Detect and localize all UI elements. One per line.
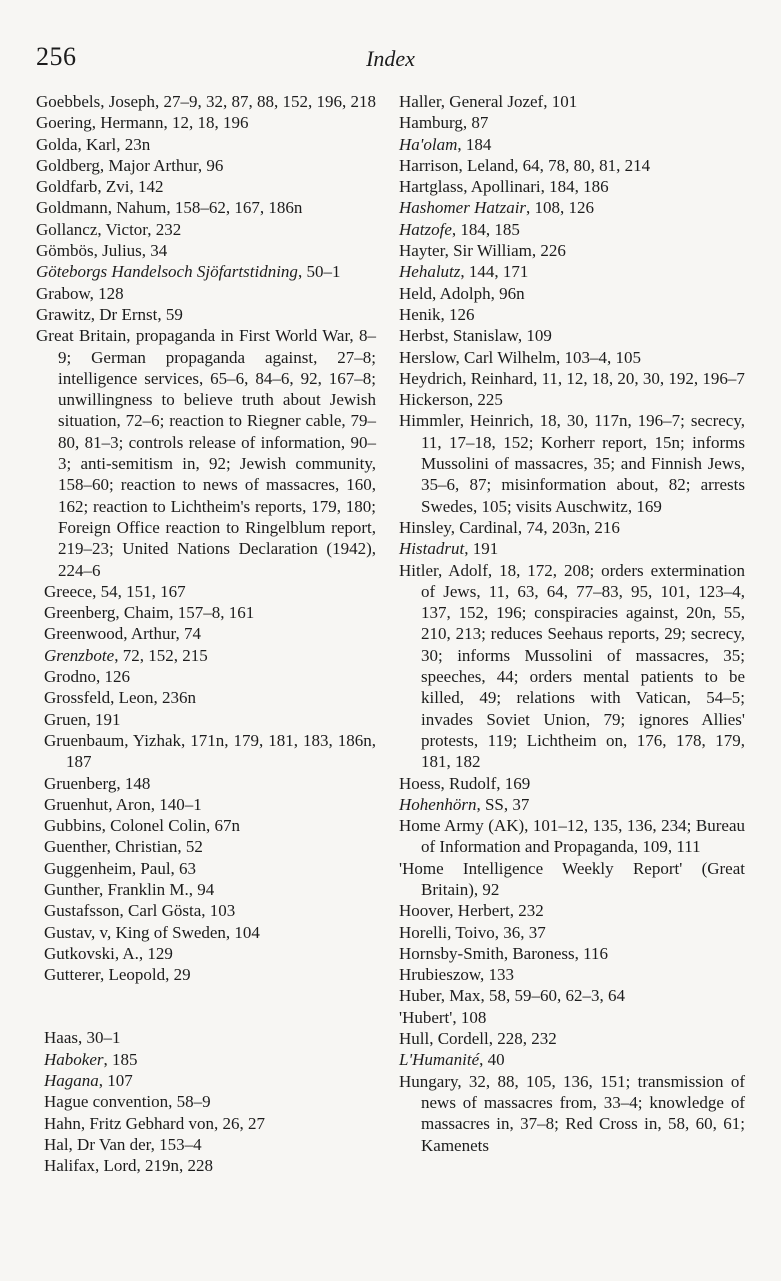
index-entry: Hague convention, 58–9 (44, 1092, 211, 1112)
index-entry: Greenberg, Chaim, 157–8, 161 (44, 603, 255, 623)
index-entry: Golda, Karl, 23n (36, 134, 151, 154)
index-entry: Hagana, 107 (44, 1071, 133, 1091)
index-entry: Hoover, Herbert, 232 (399, 901, 544, 921)
index-entry: Hinsley, Cardinal, 74, 203n, 216 (399, 517, 620, 537)
index-entry: Gubbins, Colonel Colin, 67n (44, 816, 240, 836)
index-entry: Hull, Cordell, 228, 232 (399, 1029, 557, 1049)
index-entry: Greenwood, Arthur, 74 (44, 624, 202, 644)
page-title: Index (366, 46, 415, 71)
index-entry: Hitler, Adolf, 18, 172, 208; orders extermination of Jews, 11, 63, 64, 77–83, 95, 101, 123–4, 137, 152, 196; conspiracies against, 20n, 55, 210, 213; reduces Seehaus reports, 29; secrecy, 30; informs Mussolini of massacres, 35; speeches, 44; orders mental patients to be killed, 49; relations with Vatican, 54–5; invades Soviet Union, 79; ignores Allies' protests, 119; Lichtheim on, 176, 178, 179, 181, 182 (399, 560, 745, 772)
index-entry: Harrison, Leland, 64, 78, 80, 81, 214 (399, 155, 651, 175)
index-entry: Hoess, Rudolf, 169 (399, 773, 531, 793)
index-entry: Held, Adolph, 96n (399, 283, 525, 303)
index-entry: Gollancz, Victor, 232 (36, 219, 182, 239)
index-entry: Gruenbaum, Yizhak, 171n, 179, 181, 183, 186n, 187 (44, 730, 376, 772)
index-entry: Haas, 30–1 (44, 1028, 121, 1048)
index-entry: Herslow, Carl Wilhelm, 103–4, 105 (399, 347, 642, 367)
index-entry: Grabow, 128 (36, 283, 124, 303)
index-entry: Grodno, 126 (44, 667, 130, 687)
index-entry: Goldmann, Nahum, 158–62, 167, 186n (36, 198, 303, 218)
index-entry: Greece, 54, 151, 167 (44, 581, 186, 601)
index-entry: Goebbels, Joseph, 27–9, 32, 87, 88, 152, 196, 218 (36, 92, 376, 111)
letter-section-gap (36, 985, 376, 1027)
index-entry: 'Hubert', 108 (399, 1007, 487, 1027)
index-entry: Goldfarb, Zvi, 142 (36, 177, 164, 197)
index-entry: Goldberg, Major Arthur, 96 (36, 155, 224, 175)
index-entry: Hayter, Sir William, 226 (399, 241, 566, 261)
index-entry: Gustav, v, King of Sweden, 104 (44, 922, 260, 942)
index-entry: Home Army (AK), 101–12, 135, 136, 234; Bureau of Information and Propaganda, 109, 111 (399, 816, 745, 857)
index-entry: Halifax, Lord, 219n, 228 (44, 1156, 214, 1176)
index-entry: Haller, General Jozef, 101 (399, 92, 578, 111)
index-entry: Grawitz, Dr Ernst, 59 (36, 304, 183, 324)
index-entry: Gömbös, Julius, 34 (36, 241, 168, 261)
index-column-right (399, 91, 745, 1156)
index-entry: Henik, 126 (399, 304, 475, 324)
index-entry: Grenzbote, 72, 152, 215 (44, 645, 208, 665)
index-entry: Great Britain, propaganda in First World War, 8–9; German propaganda against, 27–8; intelligence services, 65–6, 84–6, 92, 167–8; unwillingness to believe truth about Jewish situation, 72–6; reaction to Riegner cable, 79–80, 81–3; controls release of information, 90–3; anti-semitism in, 92; Jewish community, 158–60; reaction to news of massacres, 160, 162; reaction to Lichtheim's reports, 179, 180; Foreign Office reaction to Ringelblum report, 219–23; United Nations Declaration (1942), 224–6 (36, 326, 376, 580)
index-entry: Gutterer, Leopold, 29 (44, 965, 191, 985)
index-entry: Huber, Max, 58, 59–60, 62–3, 64 (399, 986, 625, 1006)
index-column-left (36, 91, 376, 1177)
index-entry: Ha'olam, 184 (399, 134, 492, 154)
index-entry: Histadrut, 191 (399, 539, 499, 559)
index-entry: Hrubieszow, 133 (399, 965, 515, 985)
index-entry: Hatzofe, 184, 185 (399, 219, 520, 239)
index-entry: Hungary, 32, 88, 105, 136, 151; transmission of news of massacres from, 33–4; knowledge of massacres in, 37–8; Red Cross in, 58, 60, 61; Kamenets (399, 1071, 745, 1155)
index-entry: Gruenhut, Aron, 140–1 (44, 794, 202, 814)
index-entry: Göteborgs Handelsoch Sjöfartstidning, 50–1 (36, 262, 341, 282)
index-entry: Hickerson, 225 (399, 390, 503, 410)
index-entry: Gruen, 191 (44, 709, 121, 729)
index-entry: 'Home Intelligence Weekly Report' (Great Britain), 92 (399, 858, 745, 899)
index-entry: Goering, Hermann, 12, 18, 196 (36, 113, 249, 133)
index-entry: Hashomer Hatzair, 108, 126 (399, 198, 595, 218)
index-entry: Herbst, Stanislaw, 109 (399, 326, 552, 346)
index-entry: Horelli, Toivo, 36, 37 (399, 922, 546, 942)
index-entry: Gustafsson, Carl Gösta, 103 (44, 901, 236, 921)
index-entry: Hahn, Fritz Gebhard von, 26, 27 (44, 1113, 265, 1133)
index-entry: Himmler, Heinrich, 18, 30, 117n, 196–7; secrecy, 11, 17–18, 152; Korherr report, 15n; informs Mussolini of massacres, 35; and Finnish Jews, 35–6, 87; misinformation about, 82; arrests Swedes, 105; visits Auschwitz, 169 (399, 411, 745, 516)
index-entry: Hartglass, Apollinari, 184, 186 (399, 177, 609, 197)
index-entry: Gunther, Franklin M., 94 (44, 879, 215, 899)
index-entry: Hornsby-Smith, Baroness, 116 (399, 943, 609, 963)
index-entry: Guenther, Christian, 52 (44, 837, 203, 857)
index-entry: Hal, Dr Van der, 153–4 (44, 1134, 202, 1154)
index-entry: L'Humanité, 40 (399, 1050, 505, 1070)
index-entry: Haboker, 185 (44, 1049, 138, 1069)
index-entry: Gruenberg, 148 (44, 773, 151, 793)
page-number: 256 (36, 42, 77, 71)
index-entry: Gutkovski, A., 129 (44, 943, 173, 963)
index-entry: Hamburg, 87 (399, 113, 489, 133)
index-entry: Grossfeld, Leon, 236n (44, 688, 197, 708)
index-entry: Guggenheim, Paul, 63 (44, 858, 197, 878)
index-entry: Hehalutz, 144, 171 (399, 262, 529, 282)
index-entry: Hohenhörn, SS, 37 (399, 794, 530, 814)
index-entry: Heydrich, Reinhard, 11, 12, 18, 20, 30, 192, 196–7 (399, 368, 745, 388)
